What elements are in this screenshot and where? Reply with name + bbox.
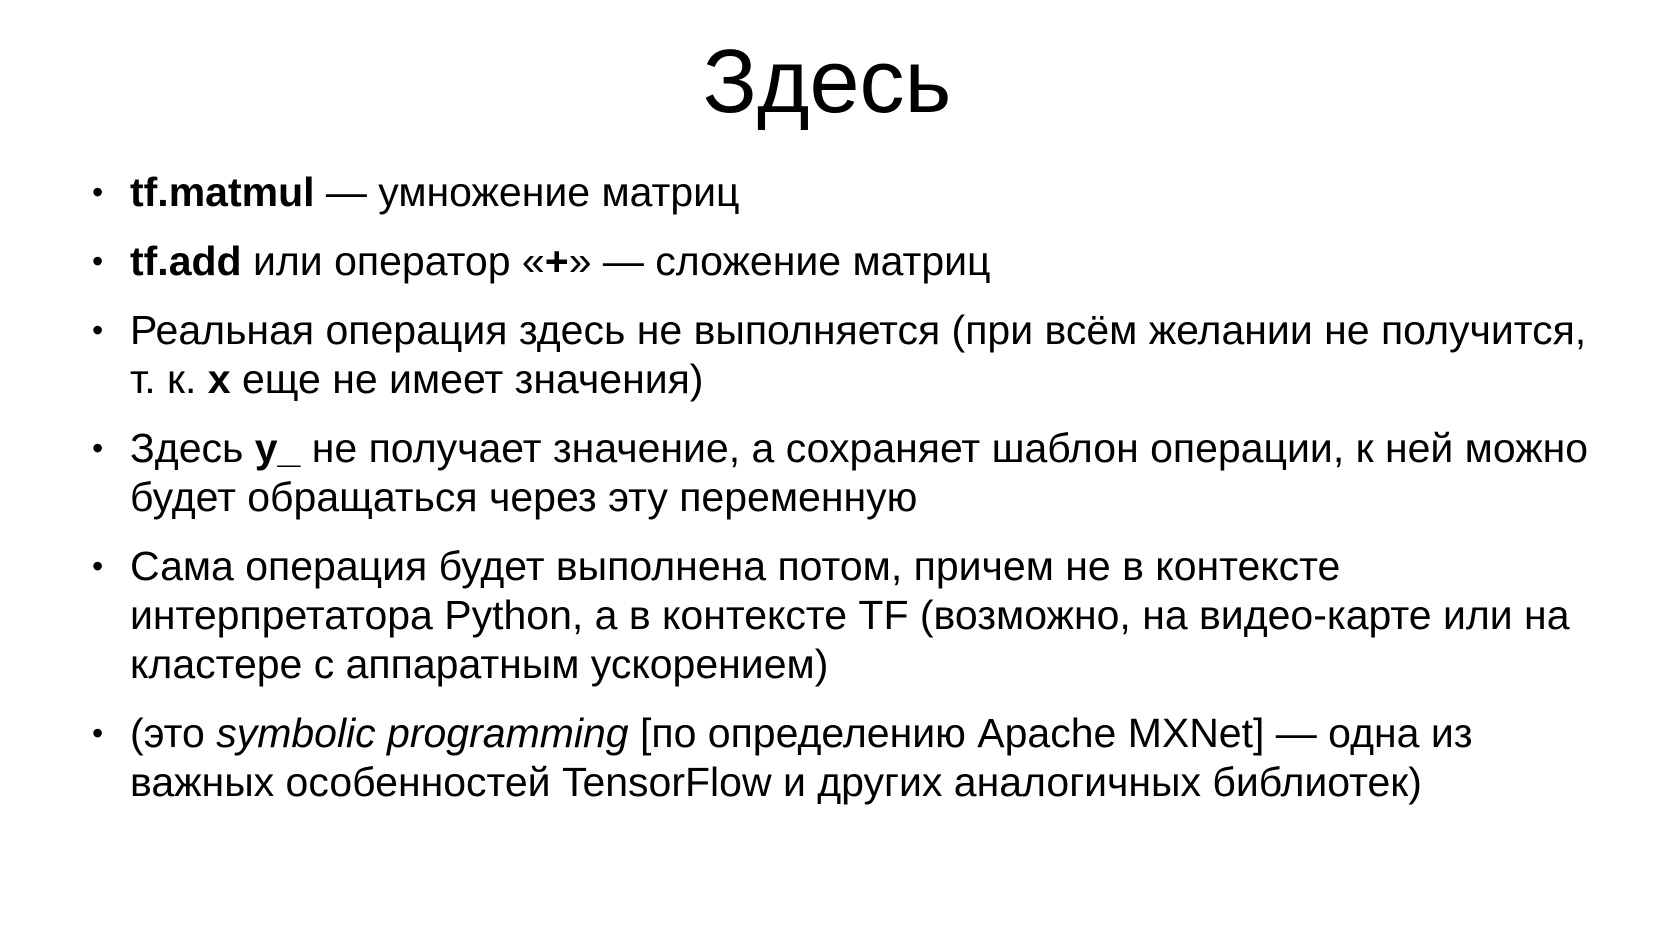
bullet-dot-icon: •: [92, 548, 104, 584]
bullet-dot-icon: •: [92, 243, 104, 279]
bullet-list: [92, 168, 1592, 827]
bullet-text-segment: tf.add: [130, 238, 242, 284]
bullet-text-segment: +: [544, 238, 569, 284]
bullet-item: [92, 542, 1592, 689]
bullet-dot-icon: •: [92, 715, 104, 751]
bullet-text-segment: » — сложение матриц: [568, 238, 991, 284]
bullet-text-segment: y_: [254, 425, 301, 471]
bullet-item: [92, 709, 1592, 807]
bullet-item: [92, 237, 1592, 286]
bullet-text-segment: tf.matmul: [130, 169, 315, 215]
bullet-text-segment: еще не имеет значения): [230, 356, 704, 402]
bullet-item: [92, 306, 1592, 404]
bullet-text-segment: [по определению Apache MXNet] — одна из важных особенностей TensorFlow и других аналогичных библиотек): [130, 710, 1473, 805]
bullet-text-segment: Здесь: [130, 425, 255, 471]
bullet-text-segment: — умножение матриц: [314, 169, 740, 215]
bullet-text-segment: symbolic programming: [216, 710, 629, 756]
bullet-text-segment: Сама операция будет выполнена потом, причем не в контексте интерпретатора Python, а в контексте TF (возможно, на видео-карте или на кластере с аппаратным ускорением): [130, 543, 1570, 687]
bullet-item: [92, 168, 1592, 217]
bullet-dot-icon: •: [92, 430, 104, 466]
bullet-dot-icon: •: [92, 174, 104, 210]
bullet-dot-icon: •: [92, 312, 104, 348]
slide-title: Здесь: [702, 32, 952, 132]
bullet-text-segment: или оператор «: [241, 238, 545, 284]
bullet-text-segment: x: [207, 356, 231, 402]
bullet-text-segment: не получает значение, а сохраняет шаблон операции, к ней можно будет обращаться через эту переменную: [130, 425, 1589, 520]
bullet-text-segment: (это: [130, 710, 217, 756]
bullet-text-segment: Реальная операция здесь не выполняется (при всём желании не получится, т. к.: [130, 307, 1587, 402]
bullet-item: [92, 424, 1592, 522]
